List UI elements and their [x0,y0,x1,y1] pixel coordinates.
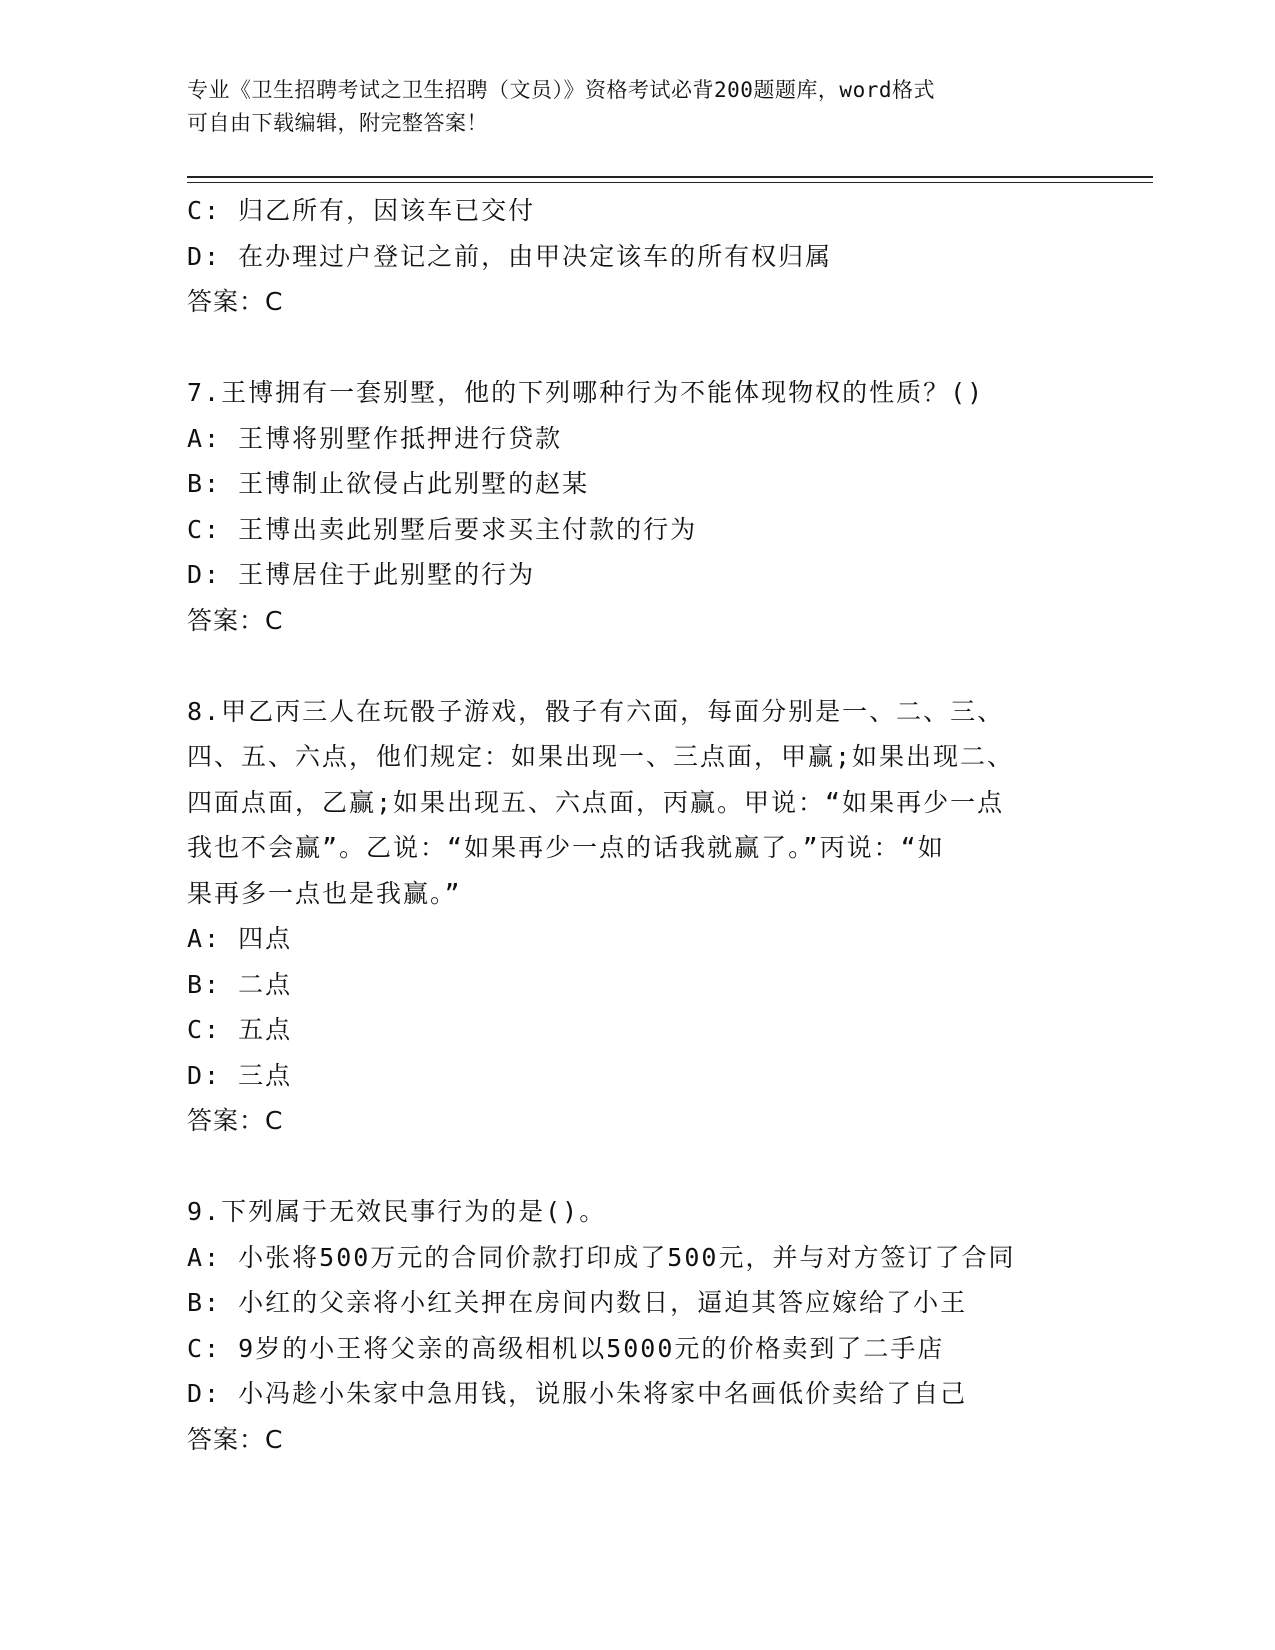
header-divider-thin [187,182,1153,183]
question-stem: 7.王博拥有一套别墅，他的下列哪种行为不能体现物权的性质？() [187,378,985,407]
option-d: D: 三点 [187,1060,293,1090]
question-stem: 9.下列属于无效民事行为的是()。 [187,1197,607,1226]
question-stem-line: 四面点面，乙赢;如果出现五、六点面，丙赢。甲说：“如果再少一点 [187,787,1005,817]
previous-question-tail [187,188,1087,325]
option-a: A: 小张将500万元的合同价款打印成了500元，并与对方签订了合同 [187,1242,1016,1272]
option-a: A: 四点 [187,924,293,953]
option-c: C: 王博出卖此别墅后要求买主付款的行为 [187,514,698,544]
question-stem-line: 8.甲乙丙三人在玩骰子游戏，骰子有六面，每面分别是一、二、三、 [187,696,1005,726]
spacer [187,325,1087,371]
question-stem-line: 果再多一点也是我赢。” [187,878,462,908]
option-d: D: 小冯趁小朱家中急用钱，说服小朱将家中名画低价卖给了自己 [187,1379,968,1408]
spacer [187,1144,1087,1190]
spacer [187,643,1087,689]
option-c: C: 9岁的小王将父亲的高级相机以5000元的价格卖到了二手店 [187,1333,945,1363]
answer-line: 答案：C [187,605,284,635]
header-divider-thick [187,176,1153,178]
option-d: D: 在办理过户登记之前，由甲决定该车的所有权归属 [187,241,833,271]
question-7 [187,370,1087,643]
header-line-2: 可自由下载编辑，附完整答案！ [187,111,488,135]
answer-line: 答案：C [187,1106,284,1135]
question-9 [187,1189,1087,1462]
answer-line: 答案：C [187,1424,284,1454]
document-body [187,188,1087,1462]
option-b: B: 王博制止欲侵占此别墅的赵某 [187,469,590,498]
question-stem-line: 我也不会赢”。乙说：“如果再少一点的话我就赢了。”丙说：“如 [187,833,945,862]
option-b: B: 二点 [187,969,293,999]
option-b: B: 小红的父亲将小红关押在房间内数日，逼迫其答应嫁给了小王 [187,1288,968,1317]
option-c: C: 归乙所有，因该车已交付 [187,196,536,225]
question-stem-line: 四、五、六点，他们规定：如果出现一、三点面，甲赢;如果出现二、 [187,742,1015,771]
answer-line: 答案：C [187,287,284,316]
option-d: D: 王博居住于此别墅的行为 [187,560,536,589]
header-line-1: 专业《卫生招聘考试之卫生招聘（文员）》资格考试必背200题题库，word格式 [187,78,935,102]
option-c: C: 五点 [187,1015,293,1044]
option-a: A: 王博将别墅作抵押进行贷款 [187,423,563,453]
document-header [187,74,1087,140]
question-8 [187,689,1087,1144]
